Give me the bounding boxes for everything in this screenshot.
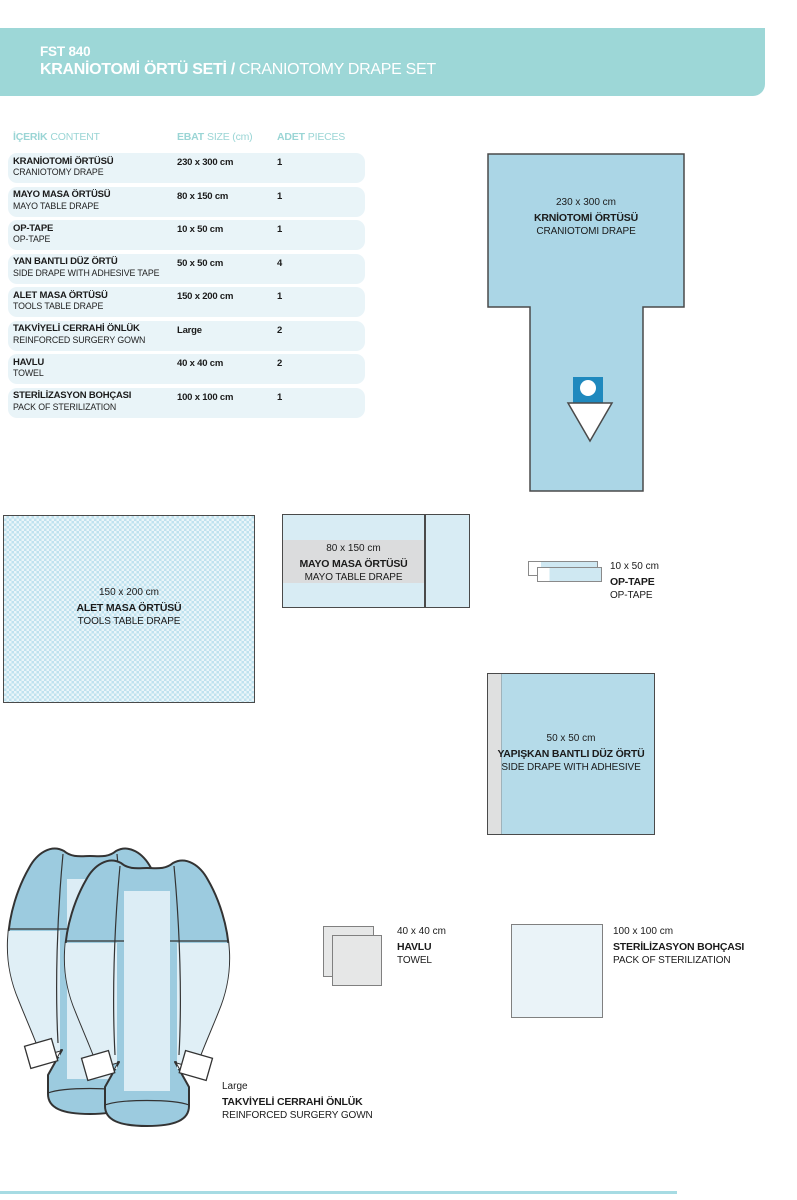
table-row — [8, 287, 365, 317]
page-title-en: CRANIOTOMY DRAPE SET — [238, 61, 436, 78]
row-size: 150 x 200 cm — [177, 291, 234, 302]
tools-name-tr: ALET MASA ÖRTÜSÜ — [76, 601, 182, 614]
page-title-tr: KRANİOTOMİ ÖRTÜ SETİ / — [40, 61, 235, 78]
col-content-en: CONTENT — [50, 131, 100, 143]
row-qty: 1 — [277, 291, 283, 302]
row-name-tr: MAYO MASA ÖRTÜSÜ — [13, 189, 111, 200]
surgery-gowns-illustration — [2, 837, 236, 1129]
row-name-tr: ALET MASA ÖRTÜSÜ — [13, 289, 108, 301]
row-qty: 1 — [277, 224, 283, 235]
row-name-tr: OP-TAPE — [13, 222, 54, 234]
op-tape-strip-front — [537, 567, 602, 582]
product-code: FST 840 — [40, 44, 91, 59]
row-size: 10 x 50 cm — [177, 224, 224, 235]
optape-size: 10 x 50 cm — [610, 561, 659, 572]
side-size: 50 x 50 cm — [546, 733, 596, 744]
mayo-drape-label — [283, 542, 424, 586]
row-qty: 1 — [277, 157, 283, 168]
row-size: 230 x 300 cm — [177, 157, 234, 168]
col-header-pieces — [277, 131, 345, 143]
col-content-tr: İÇERİK — [13, 131, 48, 143]
table-row — [8, 220, 365, 250]
tools-name-en: TOOLS TABLE DRAPE — [77, 616, 181, 627]
row-name-en: REINFORCED SURGERY GOWN — [13, 334, 146, 345]
row-qty: 2 — [277, 358, 283, 369]
fenestration-hole — [580, 380, 596, 396]
col-pieces-tr: ADET — [277, 131, 305, 143]
row-qty: 1 — [277, 391, 283, 403]
content-table — [8, 153, 365, 421]
optape-name-en: OP-TAPE — [610, 590, 653, 601]
ster-name-tr: STERİLİZASYON BOHÇASI — [613, 940, 745, 953]
gown-name-en: REINFORCED SURGERY GOWN — [222, 1110, 373, 1121]
towel-name-tr: HAVLU — [397, 940, 432, 953]
page-title — [40, 61, 436, 79]
col-header-content — [13, 131, 100, 143]
side-name-tr: YAPIŞKAN BANTLI DÜZ ÖRTÜ — [497, 747, 645, 760]
gown-size: Large — [222, 1081, 248, 1092]
mayo-drape-illustration — [282, 514, 470, 608]
mayo-name-tr: MAYO MASA ÖRTÜSÜ — [299, 557, 408, 570]
row-size: Large — [177, 324, 202, 336]
footer-rule — [0, 1191, 677, 1194]
col-size-tr: EBAT — [177, 131, 205, 143]
row-qty: 1 — [277, 190, 283, 202]
table-row — [8, 187, 365, 217]
ster-size: 100 x 100 cm — [613, 926, 674, 937]
row-qty: 2 — [277, 324, 283, 336]
row-name-tr: YAN BANTLI DÜZ ÖRTÜ — [13, 256, 118, 267]
col-size-en: SIZE (cm) — [207, 131, 253, 143]
craniotomy-name-tr: KRNİOTOMİ ÖRTÜSÜ — [534, 211, 638, 224]
table-row — [8, 388, 365, 418]
sterilization-pack-illustration — [511, 924, 603, 1018]
row-name-tr: STERİLİZASYON BOHÇASI — [13, 390, 132, 401]
tools-table-drape-illustration — [3, 515, 255, 703]
towel-name-en: TOWEL — [397, 955, 432, 966]
side-name-en: SIDE DRAPE WITH ADHESIVE — [501, 762, 641, 773]
table-row — [8, 354, 365, 384]
row-size: 100 x 100 cm — [177, 391, 234, 403]
row-name-en: OP-TAPE — [13, 234, 51, 244]
tools-size: 150 x 200 cm — [98, 587, 160, 598]
mayo-fold-line — [424, 515, 426, 607]
towel-front — [332, 935, 382, 986]
tools-table-drape-label — [4, 586, 254, 630]
table-row — [8, 254, 365, 284]
ster-name-en: PACK OF STERILIZATION — [613, 955, 731, 966]
craniotomy-size: 230 x 300 cm — [555, 197, 617, 208]
gown-name-tr: TAKVİYELİ CERRAHİ ÖNLÜK — [222, 1095, 363, 1108]
row-name-en: MAYO TABLE DRAPE — [13, 200, 99, 211]
row-name-en: TOWEL — [13, 368, 44, 378]
op-tape-label — [610, 560, 659, 604]
mayo-size: 80 x 150 cm — [326, 543, 381, 554]
gown-label — [222, 1080, 373, 1124]
optape-name-tr: OP-TAPE — [610, 575, 655, 588]
mayo-name-en: MAYO TABLE DRAPE — [304, 572, 403, 583]
craniotomy-drape-label — [488, 196, 684, 240]
row-name-en: TOOLS TABLE DRAPE — [13, 301, 104, 311]
row-name-tr: TAKVİYELİ CERRAHİ ÖNLÜK — [13, 323, 140, 334]
side-drape-illustration — [487, 673, 655, 835]
row-name-tr: HAVLU — [13, 356, 45, 368]
header-band — [0, 28, 765, 96]
row-qty: 4 — [277, 257, 283, 269]
side-drape-label — [488, 732, 654, 776]
craniotomy-name-en: CRANIOTOMI DRAPE — [536, 226, 636, 237]
towel-size: 40 x 40 cm — [397, 926, 446, 937]
table-row — [8, 321, 365, 351]
col-pieces-en: PIECES — [307, 131, 346, 143]
row-size: 80 x 150 cm — [177, 190, 229, 202]
towel-label — [397, 925, 446, 969]
row-name-en: PACK OF STERILIZATION — [13, 401, 117, 412]
row-name-tr: KRANİOTOMİ ÖRTÜSÜ — [13, 155, 114, 167]
row-size: 40 x 40 cm — [177, 358, 224, 369]
sterilization-pack-label — [613, 925, 744, 969]
row-name-en: SIDE DRAPE WITH ADHESIVE TAPE — [13, 267, 160, 278]
row-name-en: CRANIOTOMY DRAPE — [13, 167, 104, 177]
col-header-size — [177, 131, 252, 143]
table-row — [8, 153, 365, 183]
row-size: 50 x 50 cm — [177, 257, 224, 269]
